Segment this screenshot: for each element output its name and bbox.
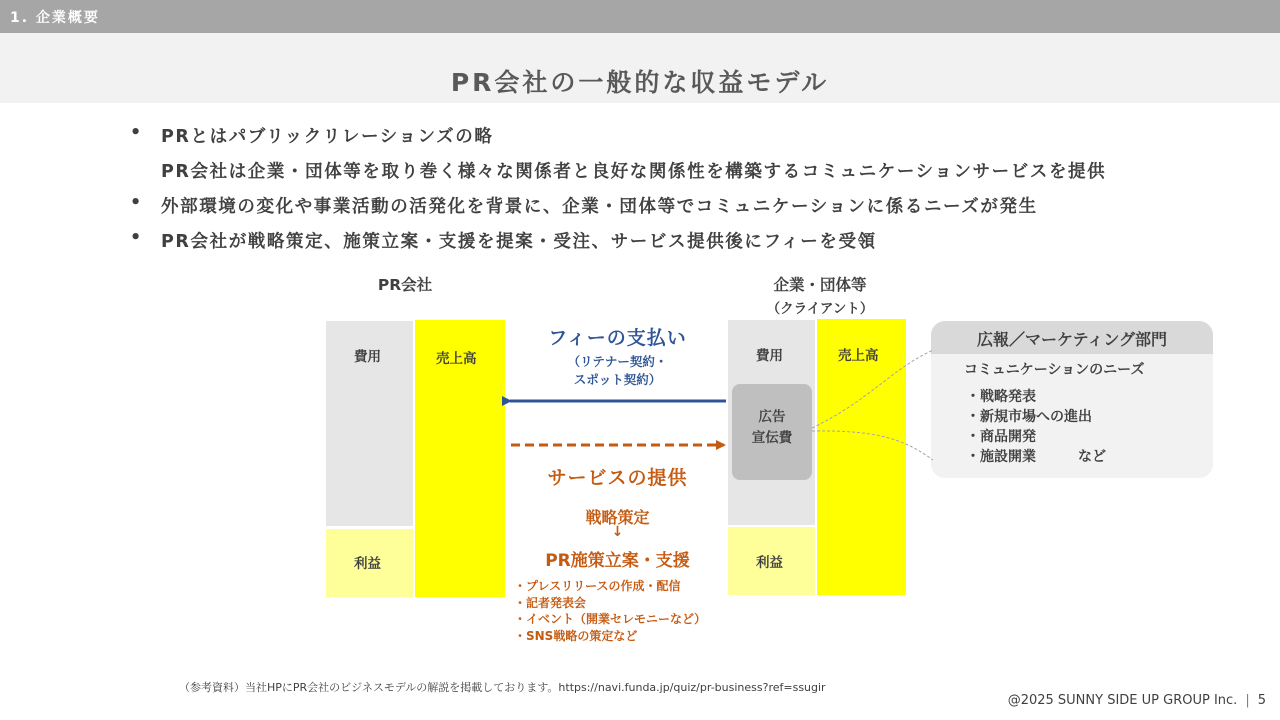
client-heading: 企業・団体等: [773, 276, 867, 294]
copyright: @2025 SUNNY SIDE UP GROUP Inc.: [1007, 693, 1238, 708]
ad-expense-line2: 宣伝費: [751, 430, 793, 446]
service-step1: 戦略策定: [585, 508, 650, 527]
department-etc: など: [1078, 449, 1106, 465]
service-item: ・イベント（開業セレモニーなど）: [514, 612, 707, 626]
department-item: ・商品開発: [966, 429, 1036, 445]
pr-cost-label: 費用: [354, 349, 381, 365]
service-item: ・記者発表会: [514, 595, 587, 610]
pr-company-heading: PR会社: [377, 276, 433, 294]
bullet-marker: •: [130, 228, 143, 248]
reference-note: （参考資料）当社HPにPR会社のビジネスモデルの解説を掲載しております。https://navi.funda.jp/quiz/pr-business?ref=ssugir: [179, 681, 826, 694]
service-step-arrow: ↓: [611, 524, 624, 540]
connector-line-upper: [812, 350, 933, 428]
client-profit-label: 利益: [756, 555, 783, 571]
client-sales-label: 売上高: [838, 348, 879, 364]
client-cost-label: 費用: [756, 348, 783, 364]
footer: [1008, 693, 1266, 708]
service-item: ・SNS戦略の策定など: [514, 628, 638, 643]
page-number: 5: [1257, 693, 1266, 708]
page-title: PR会社の一般的な収益モデル: [450, 68, 830, 97]
footer-separator: |: [1245, 693, 1250, 708]
service-item: ・プレスリリースの作成・配信: [514, 579, 681, 593]
fee-sub-line2: スポット契約）: [573, 372, 662, 387]
client-subheading: （クライアント）: [766, 301, 874, 317]
bullet-text: 外部環境の変化や事業活動の活発化を背景に、企業・団体等でコミュニケーションに係るニーズが発生: [161, 197, 1038, 217]
department-item: ・戦略発表: [966, 389, 1036, 405]
ad-expense-line1: 広告: [758, 409, 786, 425]
bullet-marker: •: [130, 123, 143, 143]
section-label: 1. 企業概要: [10, 10, 100, 26]
fee-title: フィーの支払い: [548, 327, 687, 349]
pr-profit-label: 利益: [354, 556, 381, 572]
department-item: ・新規市場への進出: [966, 409, 1092, 425]
department-item-text: ・施設開業: [966, 449, 1036, 465]
fee-sub-line1: （リテナー契約・: [567, 354, 668, 369]
bullet-text: PR会社が戦略策定、施策立案・支援を提案・受注、サービス提供後にフィーを受領: [161, 232, 877, 252]
department-needs: コミュニケーションのニーズ: [964, 362, 1145, 378]
department-title: 広報／マーケティング部門: [976, 330, 1168, 349]
bullet-text: PR会社は企業・団体等を取り巻く様々な関係者と良好な関係性を構築するコミュニケーションサービスを提供: [161, 162, 1107, 182]
service-title: サービスの提供: [547, 467, 688, 489]
bullet-marker: •: [130, 193, 143, 213]
pr-sales-label: 売上高: [436, 351, 477, 367]
bullet-text: PRとはパブリックリレーションズの略: [161, 127, 494, 147]
connector-line-lower: [812, 431, 933, 460]
service-step2: PR施策立案・支援: [545, 551, 690, 571]
